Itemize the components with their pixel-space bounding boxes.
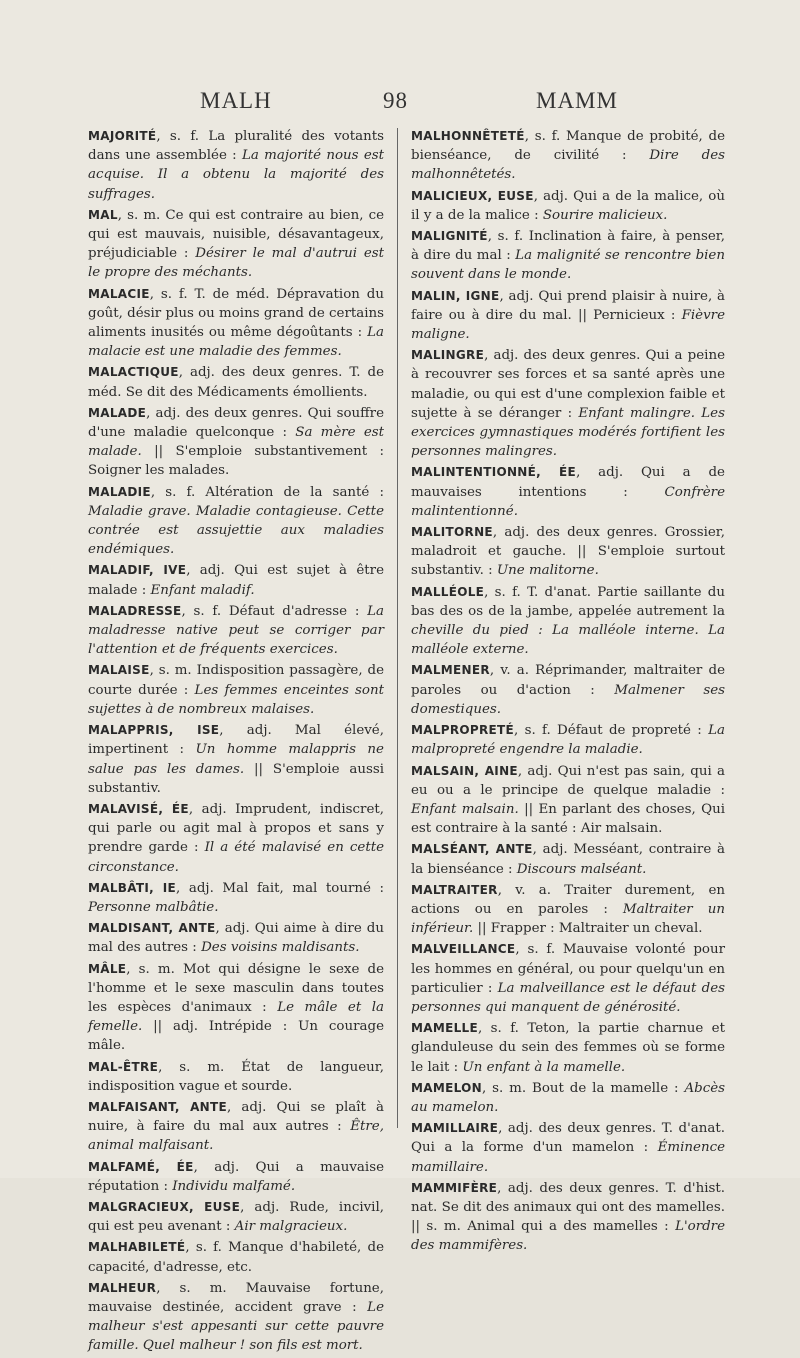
entry-example: Maltraiter un inférieur.: [411, 901, 725, 937]
entry-example: Désirer le mal d'autrui est le propre des méchants.: [88, 246, 384, 281]
dictionary-entry: [411, 523, 725, 581]
entry-definition: , v. a. Réprimander, maltraiter de paroles ou d'action :: [411, 663, 725, 698]
entry-definition: , s. f. Défaut de propreté :: [514, 723, 709, 739]
entry-example: Le mâle et la femelle.: [88, 999, 384, 1035]
page-number: 98: [383, 88, 408, 113]
dictionary-entry: [411, 227, 725, 285]
entry-headword: MALLÉOLE: [411, 584, 485, 599]
entry-example: La majorité nous est acquise. Il a obtenu la majorité des suffrages.: [88, 148, 384, 202]
dictionary-entry: [88, 721, 384, 798]
entry-example: Individu malfamé.: [172, 1178, 296, 1194]
entry-definition: , adj. Messéant, contraire à la bienséance :: [411, 842, 725, 877]
dictionary-entry: [88, 483, 384, 560]
entry-headword: MAJORITÉ: [88, 129, 157, 143]
entry-headword: MALIN, IGNE: [411, 288, 500, 303]
entry-headword: MALGRACIEUX, EUSE: [88, 1199, 241, 1214]
entry-example: Sa mère est malade.: [88, 425, 384, 460]
entry-example: Fièvre maligne.: [411, 307, 725, 343]
entry-headword: MALITORNE: [411, 525, 493, 540]
entry-example: Malmener ses domestiques.: [411, 682, 725, 717]
entry-headword: MALAPPRIS, ISE: [88, 723, 220, 738]
dictionary-entry: [88, 602, 384, 660]
entry-definition: , adj. Qui aime à dire du mal des autres :: [88, 921, 384, 956]
entry-example: Une malitorne.: [496, 563, 599, 579]
dictionary-entry: [411, 940, 725, 1017]
entry-example: Enfant malsain.: [411, 801, 519, 817]
entry-example: La malignité se rencontre bien souvent dans le monde.: [411, 248, 725, 283]
entry-definition: , s. m. Mot qui désigne le sexe de l'homme et le sexe masculin dans toutes les espèces d'animaux :: [88, 961, 384, 1015]
entry-definition: , adj. Qui prend plaisir à nuire, à faire ou à dire du mal. || Pernicieux :: [411, 288, 725, 323]
entry-example: Sourire malicieux.: [542, 207, 668, 223]
entry-headword: MALVEILLANCE: [411, 942, 516, 957]
entry-example: Air malgracieux.: [234, 1219, 348, 1235]
dictionary-entry: [411, 1179, 725, 1256]
entry-definition: , adj. Qui n'est pas sain, qui a eu ou a le principe de quelque maladie :: [411, 763, 725, 798]
entry-definition: , s. m. Ce qui est contraire au bien, ce qui est mauvais, nuisible, désavantageux, préjudiciable :: [88, 207, 384, 262]
entry-headword: MALICIEUX, EUSE: [411, 188, 534, 203]
dictionary-entry: [411, 721, 725, 759]
entry-definition: , s. f. Inclination à faire, à penser, à dire du mal :: [411, 229, 725, 264]
entry-headword: MALINTENTIONNÉ, ÉE: [411, 465, 577, 480]
dictionary-entry: [411, 127, 725, 185]
entry-example: Discours malséant.: [516, 861, 647, 877]
entry-example: Un homme malappris ne salue pas les dames.: [88, 742, 384, 777]
entry-definition: , s. m. État de langueur, indisposition vague et sourde.: [88, 1059, 384, 1094]
dictionary-entry: [88, 960, 384, 1056]
entry-headword: MAL-ÊTRE: [88, 1059, 159, 1074]
entry-definition: , adj. des deux genres. Qui a peine à recouvrer ses forces et sa santé après une maladie, ou qui est d'une complexion faible et sujette à se déranger :: [411, 348, 725, 421]
entry-definition-continued: || S'emploie substantivement : Soigner les malades.: [88, 444, 384, 479]
entry-definition: , s. f. Défaut d'adresse :: [181, 603, 368, 619]
entry-example: La malveillance est le défaut des personnes qui manquent de générosité.: [411, 980, 725, 1015]
entry-headword: MALDISANT, ANTE: [88, 921, 216, 936]
entry-definition: , s. m. Mauvaise fortune, mauvaise destinée, accident grave :: [88, 1280, 384, 1315]
dictionary-entry: [88, 561, 384, 599]
dictionary-entry: [411, 1119, 725, 1177]
entry-headword: MAL: [88, 207, 118, 222]
dictionary-entry: [411, 1019, 725, 1077]
entry-example: cheville du pied : La malléole interne. La malléole externe.: [411, 623, 725, 658]
entry-headword: MAMILLAIRE: [411, 1121, 499, 1136]
dictionary-entry: [88, 661, 384, 719]
entry-headword: MALINGRE: [411, 348, 485, 363]
entry-definition: , s. f. Mauvaise volonté pour les hommes en général, ou pour quelqu'un en particulier :: [411, 942, 725, 996]
entry-example: Être, animal malfaisant.: [88, 1119, 384, 1154]
entry-headword: MALHABILETÉ: [88, 1240, 186, 1255]
entry-definition: , adj. Rude, incivil, qui est peu avenant :: [88, 1199, 384, 1235]
column-divider: [397, 128, 398, 1128]
running-header: [0, 88, 800, 118]
dictionary-entry: [88, 879, 384, 917]
entry-example: Les femmes enceintes sont sujettes à de nombreux malaises.: [88, 682, 384, 717]
entry-headword: MALTRAITER: [411, 882, 498, 897]
entry-example: Le malheur s'est appesanti sur cette pauvre famille. Quel malheur ! son fils est mort.: [88, 1299, 384, 1354]
entry-definition: , s. f. Manque d'habileté, de capacité, d'adresse, etc.: [88, 1240, 384, 1275]
entry-definition-continued: || Frapper : Maltraiter un cheval.: [473, 921, 703, 937]
entry-definition: , adj. des deux genres. Qui souffre d'une maladie quelconque :: [88, 405, 384, 441]
entry-definition: , adj. des deux genres. T. d'hist. nat. Se dit des animaux qui ont des mamelles. || s. m. Animal qui a des mamelles :: [411, 1180, 725, 1235]
entry-example: Éminence mamillaire.: [411, 1140, 725, 1175]
dictionary-entry: [411, 881, 725, 939]
entry-headword: MAMMIFÈRE: [411, 1180, 498, 1195]
dictionary-entry: [411, 187, 725, 225]
entry-headword: MALSAIN, AINE: [411, 763, 518, 778]
dictionary-entry: [88, 919, 384, 957]
entry-headword: MALAVISÉ, ÉE: [88, 801, 189, 816]
entry-headword: MALADE: [88, 405, 147, 420]
entry-example: La maladresse native peut se corriger par l'attention et de fréquents exercices.: [88, 603, 384, 658]
entry-example: Abcès au mamelon.: [411, 1080, 725, 1115]
dictionary-entry: [88, 1058, 384, 1096]
entry-headword: MALHONNÊTETÉ: [411, 129, 525, 143]
dictionary-entry: [88, 1279, 384, 1356]
entry-headword: MALACIE: [88, 286, 150, 301]
dictionary-entry: [88, 1198, 384, 1236]
entry-definition: , adj. Mal élevé, impertinent :: [88, 723, 384, 758]
entry-headword: MALADRESSE: [88, 603, 182, 618]
entry-headword: MÂLE: [88, 961, 127, 976]
entry-headword: MALBÂTI, IE: [88, 880, 177, 895]
entry-definition: , s. f. La pluralité des votants dans une assemblée :: [88, 129, 384, 164]
entry-example: La malacie est une maladie des femmes.: [88, 325, 384, 360]
dictionary-entry: [411, 463, 725, 521]
entry-definition: , s. m. Bout de la mamelle :: [481, 1080, 685, 1096]
entry-example: Il a été malavisé en cette circonstance.: [88, 840, 385, 875]
entry-definition: , adj. des deux genres. T. d'anat. Qui a la forme d'un mamelon :: [411, 1121, 725, 1156]
entry-headword: MAMELON: [411, 1080, 482, 1095]
entry-example: Dire des malhonnêtetés.: [411, 148, 725, 183]
entry-definition: , adj. Qui a de mauvaises intentions :: [411, 465, 725, 500]
entry-headword: MALFAMÉ, ÉE: [88, 1159, 194, 1174]
entry-headword: MALAISE: [88, 663, 150, 678]
dictionary-entry: [88, 1238, 384, 1276]
entry-definition: , adj. Imprudent, indiscret, qui parle ou agit mal à propos et sans y prendre garde :: [88, 801, 385, 856]
entry-definition: , s. f. Teton, la partie charnue et glanduleuse du sein des femmes où se forme le lait :: [411, 1021, 725, 1075]
dictionary-entry: [411, 661, 725, 719]
entry-definition: , adj. Qui est sujet à être malade :: [88, 563, 384, 598]
header-left-guide-word: MALH: [200, 88, 272, 113]
entry-example: L'ordre des mammifères.: [411, 1219, 725, 1254]
entry-headword: MALHEUR: [88, 1280, 157, 1295]
entry-definition: , s. f. T. de méd. Dépravation du goût, désir plus ou moins grand de certains aliments inusités ou même dégoûtants :: [88, 286, 384, 341]
entry-headword: MALADIF, IVE: [88, 563, 187, 578]
dictionary-entry: [88, 800, 384, 877]
entry-example: Maladie grave. Maladie contagieuse. Cette contrée est assujettie aux maladies endémiques.: [88, 503, 384, 558]
entry-headword: MAMELLE: [411, 1021, 478, 1036]
entry-example: La malpropreté engendre la maladie.: [411, 723, 725, 758]
entry-headword: MALSÉANT, ANTE: [411, 842, 533, 857]
entry-headword: MALPROPRETÉ: [411, 723, 515, 738]
dictionary-entry: [88, 404, 384, 481]
dictionary-entry: [88, 206, 384, 283]
header-right-guide-word: MAMM: [536, 88, 618, 113]
entry-headword: MALACTIQUE: [88, 365, 179, 380]
dictionary-entry: [411, 762, 725, 839]
entry-definition: , v. a. Traiter durement, en actions ou en paroles :: [411, 882, 725, 917]
entry-definition: , adj. Qui se plaît à nuire, à faire du mal aux autres :: [88, 1099, 384, 1135]
entry-definition-continued: || En parlant des choses, Qui est contraire à la santé : Air malsain.: [411, 801, 725, 837]
dictionary-entry: [88, 285, 384, 362]
entry-headword: MALMENER: [411, 663, 490, 678]
entry-example: Un enfant à la mamelle.: [462, 1059, 626, 1075]
entry-example: Personne malbâtie.: [88, 899, 219, 915]
dictionary-entry: [88, 127, 384, 204]
dictionary-entry: [411, 287, 725, 345]
entry-definition: , adj. Qui a de la malice, où il y a de la malice :: [411, 188, 725, 223]
entry-definition: , s. f. Altération de la santé :: [150, 484, 384, 500]
entry-definition: , adj. Qui a mauvaise réputation :: [88, 1159, 384, 1194]
entry-headword: MALADIE: [88, 484, 151, 499]
entry-example: Des voisins maldisants.: [201, 940, 360, 956]
entry-definition-continued: || S'emploie aussi substantiv.: [88, 761, 384, 796]
entry-definition: , adj. Mal fait, mal tourné :: [176, 880, 384, 896]
entry-definition: , s. m. Indisposition passagère, de courte durée :: [88, 663, 384, 698]
entry-definition: , s. f. Manque de probité, de bienséance, de civilité :: [411, 129, 725, 164]
dictionary-entry: [411, 1079, 725, 1117]
entry-example: Confrère malintentionné.: [411, 484, 725, 519]
entry-definition: , adj. des deux genres. T. de méd. Se dit des Médicaments émollients.: [88, 365, 384, 400]
dictionary-entry: [411, 583, 725, 660]
dictionary-entry: [88, 1158, 384, 1196]
dictionary-entry: [88, 363, 384, 401]
right-column: [411, 127, 725, 1258]
entry-definition: , adj. des deux genres. Grossier, maladroit et gauche. || S'emploie surtout substantiv. :: [411, 525, 725, 579]
left-column: [88, 127, 384, 1358]
entry-definition: , s. f. T. d'anat. Partie saillante du bas des os de la jambe, appelée autrement la: [411, 584, 725, 619]
entry-headword: MALIGNITÉ: [411, 229, 488, 244]
entry-headword: MALFAISANT, ANTE: [88, 1099, 228, 1114]
dictionary-entry: [88, 1098, 384, 1156]
dictionary-entry: [411, 346, 725, 461]
dictionary-entry: [411, 840, 725, 878]
entry-example: Enfant maladif.: [150, 582, 255, 598]
entry-example: Enfant malingre. Les exercices gymnastiques modérés fortifient les personnes malingres.: [411, 405, 725, 460]
entry-definition-continued: || adj. Intrépide : Un courage mâle.: [88, 1019, 384, 1054]
